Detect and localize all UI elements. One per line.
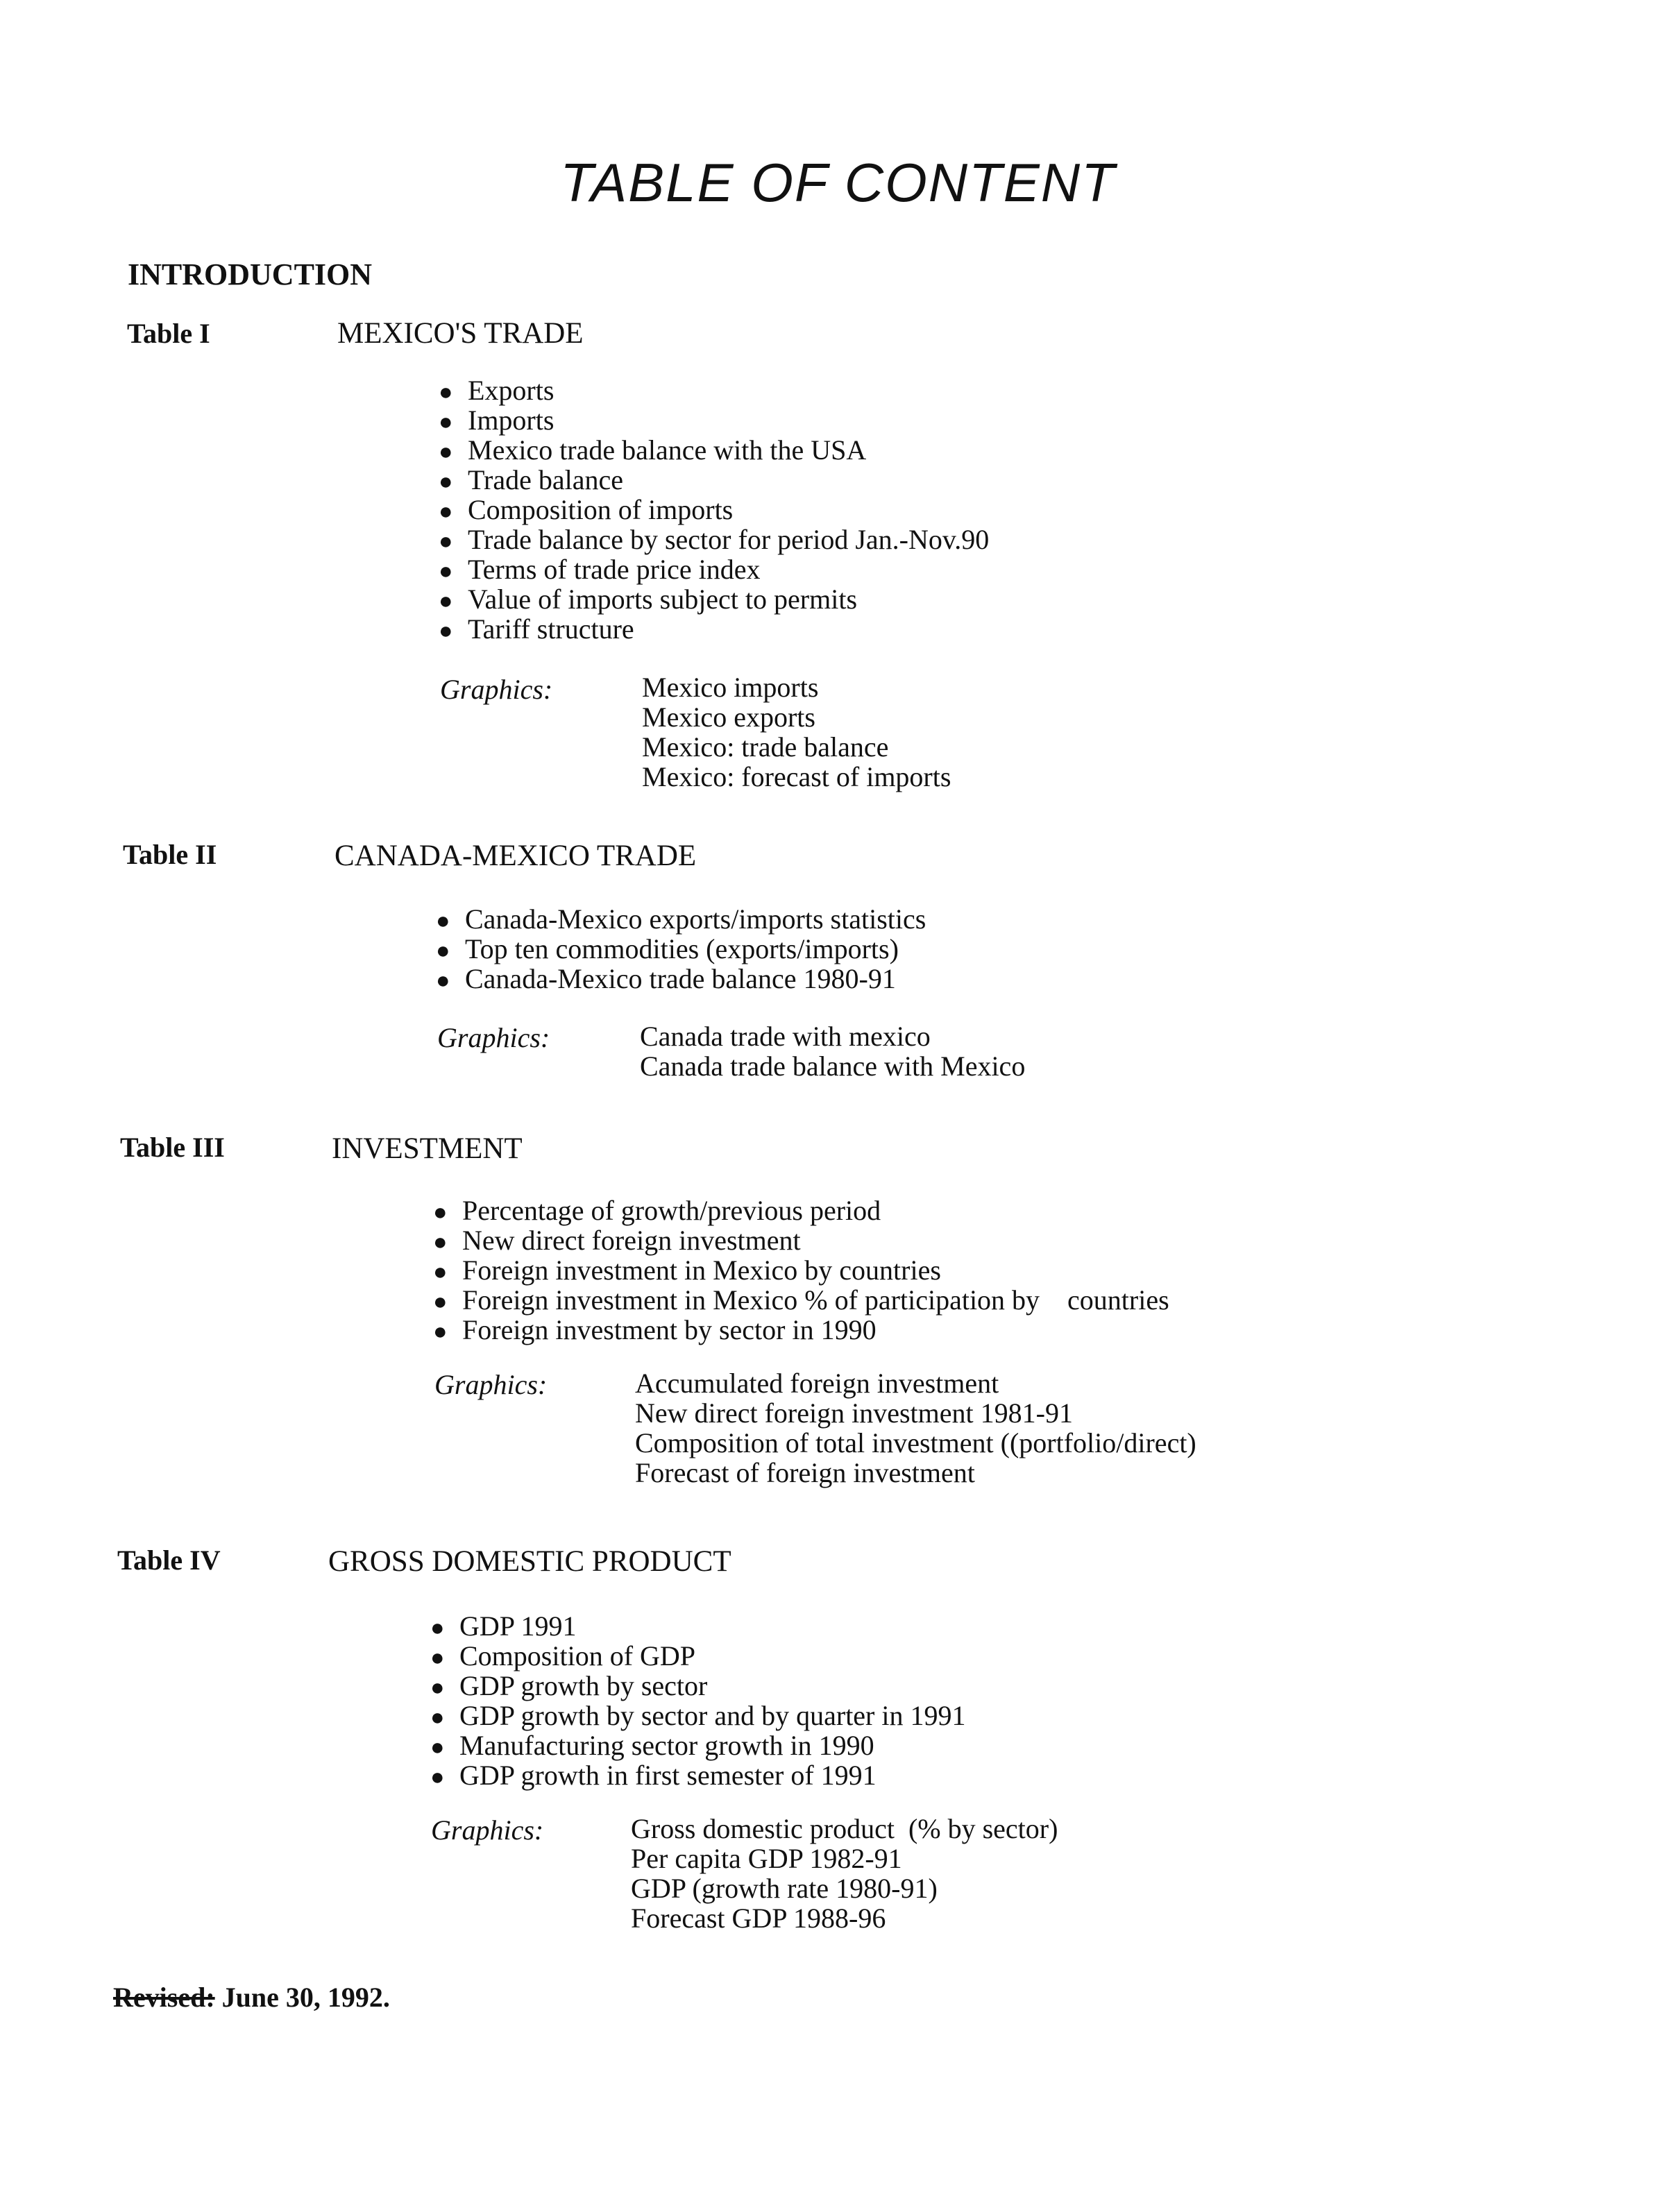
graphics-list (640, 1021, 1025, 1081)
list-item: GDP (growth rate 1980-91) (631, 1873, 938, 1904)
revised-note (113, 1981, 390, 2014)
bullet-icon: ● (439, 380, 453, 405)
list-item: ● Exports (439, 375, 555, 406)
graphics-label: Graphics: (431, 1814, 544, 1846)
list-item: ● Percentage of growth/previous period (433, 1195, 881, 1226)
list-item: ● GDP 1991 (430, 1610, 577, 1642)
bullet-icon: ● (439, 618, 453, 644)
list-item: Canada trade with mexico (640, 1021, 931, 1052)
list-item: ● Foreign investment by sector in 1990 (433, 1314, 877, 1345)
bullet-icon: ● (436, 968, 450, 994)
list-item: ● Manufacturing sector growth in 1990 (430, 1730, 874, 1761)
graphics-label: Graphics: (437, 1022, 550, 1053)
list-item: ● Value of imports subject to permits (439, 584, 858, 615)
section-label: Table IV (117, 1545, 221, 1576)
list-item: ● Terms of trade price index (439, 554, 761, 585)
bullet-icon: ● (430, 1735, 445, 1760)
graphics-label: Graphics: (440, 674, 553, 705)
list-item: ● Canada-Mexico trade balance 1980-91 (436, 963, 896, 994)
list-item: New direct foreign investment 1981-91 (635, 1397, 1073, 1429)
bullet-icon: ● (439, 559, 453, 584)
bullet-icon: ● (439, 439, 453, 465)
list-item: ● GDP growth by sector (430, 1670, 708, 1701)
section-heading: MEXICO'S TRADE (337, 317, 584, 350)
bullet-icon: ● (433, 1259, 448, 1285)
bullet-icon: ● (439, 499, 453, 525)
list-item: ● New direct foreign investment (433, 1225, 801, 1256)
bullet-icon: ● (439, 469, 453, 495)
section-label: Table II (123, 839, 217, 870)
bullet-icon: ● (433, 1230, 448, 1255)
list-item: ● Composition of GDP (430, 1640, 696, 1671)
list-item: ● Foreign investment in Mexico % of participation by countries (433, 1284, 1169, 1316)
list-item: Accumulated foreign investment (635, 1368, 999, 1399)
list-item: ● Tariff structure (439, 613, 634, 645)
page-title: TABLE OF CONTENT (560, 152, 1116, 213)
graphics-list (631, 1814, 1058, 1933)
list-item: ● Top ten commodities (exports/imports) (436, 933, 899, 964)
graphics-list (635, 1368, 1196, 1488)
graphics-list (642, 672, 951, 792)
list-item: ● Composition of imports (439, 494, 734, 525)
bullet-icon: ● (430, 1615, 445, 1641)
section-label: Table I (127, 318, 210, 349)
list-item: ● Trade balance by sector for period Jan.-Nov.90 (439, 524, 990, 555)
section-label: Table III (120, 1132, 225, 1163)
bullet-list (436, 904, 926, 994)
list-item: Forecast of foreign investment (635, 1457, 975, 1488)
bullet-list (430, 1611, 966, 1790)
bullet-icon: ● (436, 938, 450, 964)
list-item: ● Foreign investment in Mexico by countries (433, 1254, 941, 1286)
section-heading: GROSS DOMESTIC PRODUCT (328, 1545, 731, 1578)
bullet-icon: ● (433, 1200, 448, 1225)
list-item: Forecast GDP 1988-96 (631, 1903, 886, 1934)
bullet-icon: ● (436, 908, 450, 934)
section-heading: INVESTMENT (332, 1132, 523, 1165)
list-item: Canada trade balance with Mexico (640, 1050, 1026, 1082)
list-item: Mexico imports (642, 672, 819, 703)
bullet-icon: ● (430, 1705, 445, 1730)
bullet-icon: ● (433, 1289, 448, 1315)
list-item: ● Imports (439, 405, 555, 436)
list-item: ● Mexico trade balance with the USA (439, 434, 867, 466)
revised-label: Revised: (113, 1982, 215, 2013)
bullet-icon: ● (439, 529, 453, 554)
list-item: Mexico: forecast of imports (642, 761, 951, 792)
bullet-icon: ● (439, 588, 453, 614)
list-item: ● GDP growth by sector and by quarter in 1991 (430, 1700, 966, 1731)
list-item: ● GDP growth in first semester of 1991 (430, 1760, 877, 1791)
bullet-icon: ● (433, 1319, 448, 1345)
introduction-heading: INTRODUCTION (128, 257, 373, 291)
bullet-list (433, 1196, 1169, 1345)
list-item: Per capita GDP 1982-91 (631, 1843, 902, 1874)
list-item: Mexico: trade balance (642, 731, 889, 763)
list-item: ● Trade balance (439, 464, 623, 495)
list-item: ● Canada-Mexico exports/imports statistics (436, 903, 926, 935)
bullet-icon: ● (430, 1675, 445, 1701)
bullet-icon: ● (439, 409, 453, 435)
list-item: Composition of total investment ((portfolio/direct) (635, 1427, 1196, 1458)
section-heading: CANADA-MEXICO TRADE (335, 840, 697, 872)
graphics-label: Graphics: (434, 1369, 548, 1400)
list-item: Mexico exports (642, 701, 815, 733)
list-item: Gross domestic product (% by sector) (631, 1813, 1058, 1844)
revised-date: June 30, 1992. (214, 1982, 390, 2013)
bullet-icon: ● (430, 1645, 445, 1671)
bullet-list (439, 375, 989, 644)
bullet-icon: ● (430, 1764, 445, 1790)
